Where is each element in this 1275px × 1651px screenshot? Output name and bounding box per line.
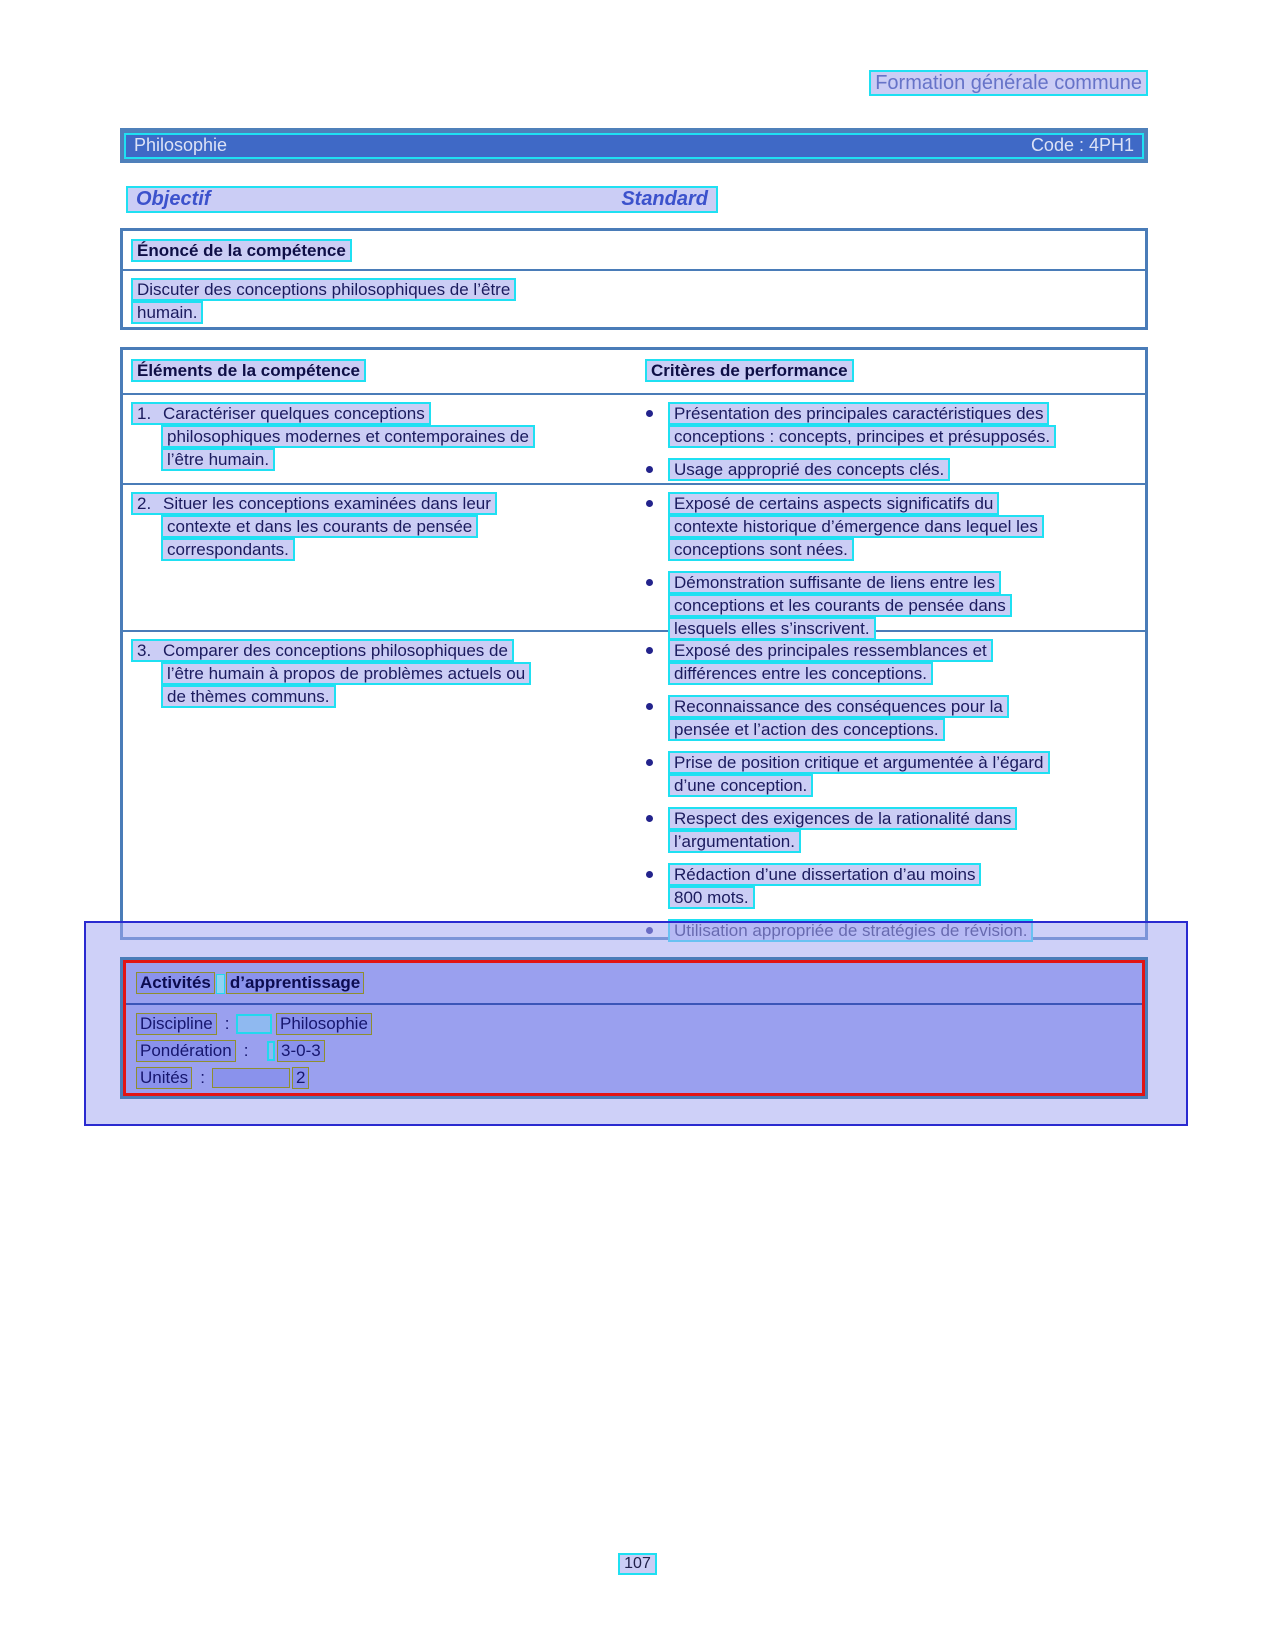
element-cell: [131, 402, 535, 471]
course-code: Code : 4PH1: [1030, 135, 1134, 155]
ocr-word-gap[interactable]: [216, 974, 225, 994]
ocr-line-highlight[interactable]: [131, 402, 431, 425]
ocr-gap-box[interactable]: [267, 1041, 275, 1061]
enonce-title-highlight[interactable]: Énoncé de la compétence: [131, 239, 352, 262]
criteria-item: [643, 695, 1050, 741]
ocr-line-highlight[interactable]: lesquels elles s’inscrivent.: [668, 617, 876, 640]
ocr-line-highlight[interactable]: Exposé de certains aspects significatifs du: [668, 492, 999, 515]
ocr-line-highlight[interactable]: Reconnaissance des conséquences pour la: [668, 695, 1009, 718]
activities-row: [136, 1040, 1142, 1067]
bullet-icon: [646, 579, 653, 586]
ocr-line-highlight[interactable]: Respect des exigences de la rationalité dans: [668, 807, 1017, 830]
ocr-line-highlight[interactable]: contexte et dans les courants de pensée: [161, 515, 478, 538]
ocr-line-highlight[interactable]: Prise de position critique et argumentée à l’égard: [668, 751, 1050, 774]
ocr-line-highlight[interactable]: [131, 492, 497, 515]
ocr-word-highlight[interactable]: Philosophie: [276, 1013, 372, 1035]
corner-label-container: [788, 70, 1148, 96]
item-number: 1.: [137, 404, 152, 423]
header-bar-highlight[interactable]: [124, 133, 1144, 159]
criteria-item: [643, 458, 1056, 481]
ocr-line-highlight[interactable]: philosophiques modernes et contemporaines de: [161, 425, 535, 448]
element-text: Situer les conceptions examinées dans leur: [163, 494, 491, 513]
course-title: Philosophie: [134, 135, 228, 155]
ocr-word-highlight[interactable]: 3-0-3: [277, 1040, 325, 1062]
bullet-icon: [646, 871, 653, 878]
ocr-line-highlight[interactable]: conceptions : concepts, principes et présupposés.: [668, 425, 1056, 448]
ocr-word-highlight[interactable]: 2: [292, 1067, 309, 1089]
page-number-highlight[interactable]: 107: [618, 1553, 657, 1575]
colon-separator: :: [243, 1041, 249, 1060]
ocr-gap-box[interactable]: [236, 1014, 272, 1034]
activities-selection-border: [123, 960, 1145, 1096]
ocr-line-highlight[interactable]: d’une conception.: [668, 774, 813, 797]
enonce-line-highlight[interactable]: humain.: [131, 301, 203, 324]
bullet-icon: [646, 500, 653, 507]
ocr-line-highlight[interactable]: contexte historique d’émergence dans lequel les: [668, 515, 1044, 538]
col-header-criteres[interactable]: Critères de performance: [645, 359, 854, 382]
colon-separator: :: [224, 1014, 230, 1033]
activities-header-row: [126, 963, 1142, 1005]
table-header-row: [123, 350, 1145, 395]
ocr-word-highlight[interactable]: d’apprentissage: [226, 972, 364, 994]
activities-row: [136, 1067, 1142, 1094]
section-heading-highlight[interactable]: [126, 186, 718, 213]
criteria-item: [643, 571, 1044, 640]
element-text: Comparer des conceptions philosophiques de: [163, 641, 508, 660]
ocr-line-highlight[interactable]: Exposé des principales ressemblances et: [668, 639, 993, 662]
ocr-line-highlight[interactable]: conceptions sont nées.: [668, 538, 854, 561]
bullet-icon: [646, 466, 653, 473]
col-header-elements[interactable]: Éléments de la compétence: [131, 359, 366, 382]
ocr-line-highlight[interactable]: Rédaction d’une dissertation d’au moins: [668, 863, 981, 886]
ocr-line-highlight[interactable]: l’être humain à propos de problèmes actuels ou: [161, 662, 531, 685]
bullet-icon: [646, 815, 653, 822]
colon-separator: :: [200, 1068, 205, 1087]
ocr-line-highlight[interactable]: pensée et l’action des conceptions.: [668, 718, 945, 741]
enonce-header-row: [123, 231, 1145, 271]
element-cell: [131, 639, 531, 708]
competence-table: [120, 347, 1148, 940]
enonce-body: [123, 271, 1145, 324]
bullet-icon: [646, 647, 653, 654]
activities-row: [136, 1013, 1142, 1040]
activities-body: [126, 1005, 1142, 1094]
ocr-line-highlight[interactable]: 800 mots.: [668, 886, 755, 909]
criteria-item: [643, 492, 1044, 561]
ocr-line-highlight[interactable]: [131, 639, 514, 662]
corner-label-highlight[interactable]: Formation générale commune: [869, 70, 1148, 96]
criteria-cell: [643, 639, 1050, 952]
item-number: 2.: [137, 494, 152, 513]
ocr-line-highlight[interactable]: de thèmes communs.: [161, 685, 336, 708]
criteria-item: [643, 863, 1050, 909]
ocr-word-highlight[interactable]: Unités: [136, 1067, 192, 1089]
table-row: [123, 395, 1145, 485]
enonce-box: [120, 228, 1148, 330]
table-row: [123, 632, 1145, 937]
item-number: 3.: [137, 641, 152, 660]
ocr-line-highlight[interactable]: conceptions et les courants de pensée dans: [668, 594, 1012, 617]
page-number-container: [0, 1553, 1275, 1575]
ocr-word-highlight[interactable]: Activités: [136, 972, 215, 994]
criteria-item: [643, 402, 1056, 448]
criteria-item: [643, 639, 1050, 685]
criteria-item: [643, 751, 1050, 797]
ocr-line-highlight[interactable]: Présentation des principales caractéristiques des: [668, 402, 1049, 425]
heading-objectif: Objectif: [136, 188, 211, 210]
ocr-line-highlight[interactable]: l’être humain.: [161, 448, 275, 471]
bullet-icon: [646, 410, 653, 417]
ocr-line-highlight[interactable]: l’argumentation.: [668, 830, 801, 853]
ocr-gap-box[interactable]: [212, 1068, 290, 1088]
enonce-line-highlight[interactable]: Discuter des conceptions philosophiques de l’être: [131, 278, 516, 301]
element-text: Caractériser quelques conceptions: [163, 404, 425, 423]
ocr-word-highlight[interactable]: Pondération: [136, 1040, 236, 1062]
bullet-icon: [646, 703, 653, 710]
ocr-line-highlight[interactable]: correspondants.: [161, 538, 295, 561]
ocr-line-highlight[interactable]: Démonstration suffisante de liens entre les: [668, 571, 1001, 594]
ocr-line-highlight[interactable]: Usage approprié des concepts clés.: [668, 458, 950, 481]
criteria-cell: [643, 492, 1044, 650]
table-row: [123, 485, 1145, 638]
header-bar: [120, 128, 1148, 163]
bullet-icon: [646, 759, 653, 766]
element-cell: [131, 492, 497, 561]
heading-standard: Standard: [621, 188, 708, 210]
ocr-word-highlight[interactable]: Discipline: [136, 1013, 217, 1035]
criteria-item: [643, 807, 1050, 853]
activities-box: [120, 957, 1148, 1099]
criteria-cell: [643, 402, 1056, 491]
ocr-line-highlight[interactable]: différences entre les conceptions.: [668, 662, 933, 685]
